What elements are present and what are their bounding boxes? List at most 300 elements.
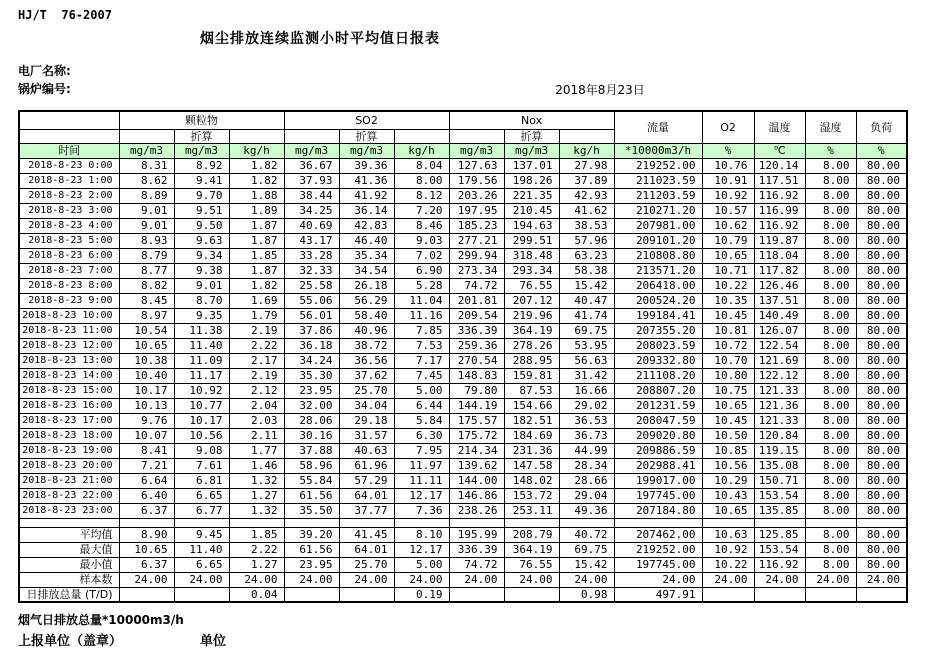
value-cell: 213571.20 — [614, 263, 702, 278]
time-cell: 2018-8-23 12:00 — [19, 338, 119, 353]
summary-value-cell: 23.95 — [284, 557, 339, 572]
time-cell: 2018-8-23 23:00 — [19, 503, 119, 518]
value-cell: 53.95 — [559, 338, 614, 353]
summary-value-cell: 80.00 — [856, 542, 907, 557]
value-cell: 76.55 — [504, 278, 559, 293]
value-cell: 9.08 — [174, 443, 229, 458]
table-row — [19, 368, 907, 383]
value-cell: 148.02 — [504, 473, 559, 488]
value-cell: 10.56 — [702, 458, 754, 473]
unit-cell: kg/h — [229, 143, 284, 158]
value-cell: 38.53 — [559, 218, 614, 233]
blank-cell — [284, 518, 339, 527]
summary-row — [19, 557, 907, 572]
value-cell: 10.56 — [174, 428, 229, 443]
value-cell: 197.95 — [449, 203, 504, 218]
value-cell: 8.89 — [119, 188, 174, 203]
value-cell: 238.26 — [449, 503, 504, 518]
flue-gas-total-label: 烟气日排放总量*10000m3/h — [18, 613, 184, 627]
value-cell: 7.02 — [394, 248, 449, 263]
summary-value-cell: 74.72 — [449, 557, 504, 572]
summary-value-cell: 24.00 — [614, 572, 702, 587]
blank-cell — [174, 518, 229, 527]
value-cell: 34.24 — [284, 353, 339, 368]
value-cell: 219.96 — [504, 308, 559, 323]
table-row — [19, 263, 907, 278]
value-cell: 121.33 — [754, 383, 805, 398]
value-cell: 2.12 — [229, 383, 284, 398]
value-cell: 207184.80 — [614, 503, 702, 518]
value-cell: 28.66 — [559, 473, 614, 488]
value-cell: 8.00 — [805, 368, 856, 383]
value-cell: 273.34 — [449, 263, 504, 278]
value-cell: 8.00 — [805, 278, 856, 293]
blank-cell — [19, 111, 119, 129]
value-cell: 259.36 — [449, 338, 504, 353]
value-cell: 46.40 — [339, 233, 394, 248]
value-cell: 1.27 — [229, 488, 284, 503]
blank-cell — [339, 518, 394, 527]
value-cell: 36.18 — [284, 338, 339, 353]
value-cell: 116.92 — [754, 188, 805, 203]
summary-value-cell: 5.00 — [394, 557, 449, 572]
value-cell: 9.63 — [174, 233, 229, 248]
value-cell: 80.00 — [856, 383, 907, 398]
summary-value-cell: 2.22 — [229, 542, 284, 557]
value-cell: 8.62 — [119, 173, 174, 188]
value-cell: 80.00 — [856, 188, 907, 203]
summary-value-cell: 24.00 — [805, 572, 856, 587]
value-cell: 7.45 — [394, 368, 449, 383]
value-cell: 6.30 — [394, 428, 449, 443]
summary-value-cell: 76.55 — [504, 557, 559, 572]
value-cell: 154.66 — [504, 398, 559, 413]
value-cell: 8.00 — [805, 428, 856, 443]
value-cell: 1.87 — [229, 263, 284, 278]
value-cell: 293.34 — [504, 263, 559, 278]
summary-value-cell: 8.00 — [805, 557, 856, 572]
table-row — [19, 233, 907, 248]
value-cell: 56.29 — [339, 293, 394, 308]
value-cell: 9.41 — [174, 173, 229, 188]
value-cell: 80.00 — [856, 263, 907, 278]
value-cell: 36.73 — [559, 428, 614, 443]
value-cell: 10.65 — [119, 338, 174, 353]
daily-total-value-cell — [284, 587, 339, 602]
value-cell: 7.21 — [119, 458, 174, 473]
value-cell: 10.40 — [119, 368, 174, 383]
value-cell: 8.00 — [805, 158, 856, 173]
table-row — [19, 443, 907, 458]
value-cell: 201231.59 — [614, 398, 702, 413]
time-cell: 2018-8-23 8:00 — [19, 278, 119, 293]
blank-cell — [504, 518, 559, 527]
time-cell: 2018-8-23 15:00 — [19, 383, 119, 398]
summary-value-cell: 125.85 — [754, 527, 805, 542]
table-row — [19, 293, 907, 308]
daily-total-value-cell: 0.04 — [229, 587, 284, 602]
value-cell: 37.89 — [559, 173, 614, 188]
value-cell: 8.00 — [805, 203, 856, 218]
value-cell: 209886.59 — [614, 443, 702, 458]
value-cell: 79.80 — [449, 383, 504, 398]
value-cell: 9.01 — [174, 278, 229, 293]
value-cell: 10.13 — [119, 398, 174, 413]
value-cell: 15.42 — [559, 278, 614, 293]
summary-value-cell: 153.54 — [754, 542, 805, 557]
value-cell: 40.69 — [284, 218, 339, 233]
time-cell: 2018-8-23 14:00 — [19, 368, 119, 383]
value-cell: 34.54 — [339, 263, 394, 278]
blank-cell — [754, 518, 805, 527]
value-cell: 28.34 — [559, 458, 614, 473]
value-cell: 1.46 — [229, 458, 284, 473]
value-cell: 2.19 — [229, 323, 284, 338]
value-cell: 8.00 — [805, 293, 856, 308]
table-row — [19, 488, 907, 503]
blank-cell — [614, 518, 702, 527]
value-cell: 219252.00 — [614, 158, 702, 173]
table-row — [19, 218, 907, 233]
value-cell: 9.03 — [394, 233, 449, 248]
value-cell: 37.86 — [284, 323, 339, 338]
table-row — [19, 383, 907, 398]
value-cell: 318.48 — [504, 248, 559, 263]
value-cell: 35.30 — [284, 368, 339, 383]
value-cell: 80.00 — [856, 368, 907, 383]
daily-total-value-cell: 0.98 — [559, 587, 614, 602]
value-cell: 140.49 — [754, 308, 805, 323]
blank-cell — [19, 129, 119, 143]
value-cell: 10.62 — [702, 218, 754, 233]
value-cell: 119.15 — [754, 443, 805, 458]
blank-cell — [229, 129, 284, 143]
value-cell: 12.17 — [394, 488, 449, 503]
value-cell: 44.99 — [559, 443, 614, 458]
value-cell: 9.51 — [174, 203, 229, 218]
value-cell: 31.42 — [559, 368, 614, 383]
value-cell: 203.26 — [449, 188, 504, 203]
value-cell: 117.51 — [754, 173, 805, 188]
value-cell: 28.06 — [284, 413, 339, 428]
value-cell: 8.00 — [805, 398, 856, 413]
value-cell: 209101.20 — [614, 233, 702, 248]
summary-value-cell: 24.00 — [504, 572, 559, 587]
value-cell: 1.32 — [229, 473, 284, 488]
table-row — [19, 458, 907, 473]
blank-cell — [119, 129, 174, 143]
summary-row — [19, 542, 907, 557]
value-cell: 1.32 — [229, 503, 284, 518]
time-cell: 2018-8-23 7:00 — [19, 263, 119, 278]
time-cell: 2018-8-23 20:00 — [19, 458, 119, 473]
daily-total-value-cell — [119, 587, 174, 602]
daily-total-value-cell — [339, 587, 394, 602]
value-cell: 2.17 — [229, 353, 284, 368]
value-cell: 39.36 — [339, 158, 394, 173]
table-row — [19, 428, 907, 443]
converted-label: 折算 — [504, 129, 559, 143]
table-row — [19, 173, 907, 188]
value-cell: 80.00 — [856, 428, 907, 443]
daily-total-value-cell — [174, 587, 229, 602]
value-cell: 49.36 — [559, 503, 614, 518]
col-group-pm: 颗粒物 — [119, 111, 284, 129]
value-cell: 32.33 — [284, 263, 339, 278]
value-cell: 10.81 — [702, 323, 754, 338]
value-cell: 8.00 — [805, 188, 856, 203]
blank-cell — [805, 518, 856, 527]
value-cell: 34.25 — [284, 203, 339, 218]
value-cell: 2.11 — [229, 428, 284, 443]
unit-cell: % — [805, 143, 856, 158]
summary-value-cell: 12.17 — [394, 542, 449, 557]
value-cell: 35.34 — [339, 248, 394, 263]
value-cell: 1.79 — [229, 308, 284, 323]
summary-value-cell: 24.00 — [119, 572, 174, 587]
summary-label: 最大值 — [19, 542, 119, 557]
value-cell: 144.00 — [449, 473, 504, 488]
value-cell: 25.58 — [284, 278, 339, 293]
value-cell: 299.94 — [449, 248, 504, 263]
value-cell: 56.01 — [284, 308, 339, 323]
value-cell: 8.77 — [119, 263, 174, 278]
value-cell: 8.79 — [119, 248, 174, 263]
report-date: 2018年8月23日 — [555, 83, 645, 97]
value-cell: 11.11 — [394, 473, 449, 488]
value-cell: 32.00 — [284, 398, 339, 413]
value-cell: 41.36 — [339, 173, 394, 188]
value-cell: 8.00 — [805, 173, 856, 188]
summary-value-cell: 25.70 — [339, 557, 394, 572]
col-load: 负荷 — [856, 111, 907, 143]
col-group-nox: Nox — [449, 111, 614, 129]
value-cell: 41.62 — [559, 203, 614, 218]
blank-cell — [284, 129, 339, 143]
value-cell: 209.54 — [449, 308, 504, 323]
value-cell: 144.19 — [449, 398, 504, 413]
value-cell: 36.56 — [339, 353, 394, 368]
report-table — [18, 110, 908, 603]
unit-cell: *10000m3/h — [614, 143, 702, 158]
value-cell: 55.06 — [284, 293, 339, 308]
value-cell: 10.17 — [174, 413, 229, 428]
unit-cell: mg/m3 — [174, 143, 229, 158]
value-cell: 8.00 — [805, 383, 856, 398]
unit-cell: kg/h — [394, 143, 449, 158]
value-cell: 5.84 — [394, 413, 449, 428]
summary-row — [19, 572, 907, 587]
value-cell: 63.23 — [559, 248, 614, 263]
summary-value-cell: 80.00 — [856, 527, 907, 542]
value-cell: 10.45 — [702, 413, 754, 428]
value-cell: 7.17 — [394, 353, 449, 368]
value-cell: 137.01 — [504, 158, 559, 173]
value-cell: 8.70 — [174, 293, 229, 308]
value-cell: 197745.00 — [614, 488, 702, 503]
summary-value-cell: 24.00 — [339, 572, 394, 587]
value-cell: 7.53 — [394, 338, 449, 353]
summary-value-cell: 24.00 — [856, 572, 907, 587]
time-cell: 2018-8-23 0:00 — [19, 158, 119, 173]
summary-value-cell: 80.00 — [856, 557, 907, 572]
value-cell: 150.71 — [754, 473, 805, 488]
col-flow: 流量 — [614, 111, 702, 143]
value-cell: 211108.20 — [614, 368, 702, 383]
value-cell: 10.65 — [702, 503, 754, 518]
value-cell: 36.67 — [284, 158, 339, 173]
converted-label: 折算 — [339, 129, 394, 143]
value-cell: 277.21 — [449, 233, 504, 248]
value-cell: 364.19 — [504, 323, 559, 338]
value-cell: 80.00 — [856, 233, 907, 248]
value-cell: 42.93 — [559, 188, 614, 203]
summary-value-cell: 10.65 — [119, 542, 174, 557]
value-cell: 61.56 — [284, 488, 339, 503]
value-cell: 11.16 — [394, 308, 449, 323]
value-cell: 80.00 — [856, 293, 907, 308]
value-cell: 80.00 — [856, 218, 907, 233]
summary-value-cell: 1.85 — [229, 527, 284, 542]
value-cell: 8.12 — [394, 188, 449, 203]
value-cell: 8.00 — [805, 488, 856, 503]
value-cell: 11.40 — [174, 338, 229, 353]
value-cell: 8.00 — [805, 233, 856, 248]
value-cell: 10.79 — [702, 233, 754, 248]
table-row — [19, 398, 907, 413]
table-row — [19, 158, 907, 173]
blank-cell — [119, 518, 174, 527]
time-cell: 2018-8-23 10:00 — [19, 308, 119, 323]
value-cell: 175.57 — [449, 413, 504, 428]
value-cell: 121.33 — [754, 413, 805, 428]
value-cell: 127.63 — [449, 158, 504, 173]
summary-value-cell: 208.79 — [504, 527, 559, 542]
value-cell: 208047.59 — [614, 413, 702, 428]
value-cell: 120.84 — [754, 428, 805, 443]
value-cell: 6.37 — [119, 503, 174, 518]
summary-value-cell: 69.75 — [559, 542, 614, 557]
value-cell: 10.65 — [702, 248, 754, 263]
value-cell: 10.65 — [702, 398, 754, 413]
value-cell: 209020.80 — [614, 428, 702, 443]
value-cell: 8.00 — [805, 338, 856, 353]
value-cell: 80.00 — [856, 203, 907, 218]
value-cell: 199184.41 — [614, 308, 702, 323]
value-cell: 10.57 — [702, 203, 754, 218]
value-cell: 10.72 — [702, 338, 754, 353]
col-o2: O2 — [702, 111, 754, 143]
value-cell: 8.04 — [394, 158, 449, 173]
value-cell: 126.07 — [754, 323, 805, 338]
value-cell: 80.00 — [856, 308, 907, 323]
summary-value-cell: 9.45 — [174, 527, 229, 542]
unit-label: 单位 — [200, 634, 227, 649]
value-cell: 147.58 — [504, 458, 559, 473]
value-cell: 10.76 — [702, 158, 754, 173]
value-cell: 7.20 — [394, 203, 449, 218]
value-cell: 38.72 — [339, 338, 394, 353]
value-cell: 11.38 — [174, 323, 229, 338]
summary-value-cell: 364.19 — [504, 542, 559, 557]
value-cell: 37.93 — [284, 173, 339, 188]
value-cell: 58.40 — [339, 308, 394, 323]
value-cell: 10.77 — [174, 398, 229, 413]
value-cell: 8.45 — [119, 293, 174, 308]
value-cell: 202988.41 — [614, 458, 702, 473]
value-cell: 148.83 — [449, 368, 504, 383]
time-cell: 2018-8-23 16:00 — [19, 398, 119, 413]
value-cell: 80.00 — [856, 458, 907, 473]
value-cell: 122.54 — [754, 338, 805, 353]
time-cell: 2018-8-23 21:00 — [19, 473, 119, 488]
daily-total-value-cell — [805, 587, 856, 602]
value-cell: 208807.20 — [614, 383, 702, 398]
value-cell: 8.46 — [394, 218, 449, 233]
time-cell: 2018-8-23 18:00 — [19, 428, 119, 443]
value-cell: 36.14 — [339, 203, 394, 218]
value-cell: 8.92 — [174, 158, 229, 173]
summary-value-cell: 8.10 — [394, 527, 449, 542]
value-cell: 116.99 — [754, 203, 805, 218]
table-row — [19, 308, 907, 323]
value-cell: 10.71 — [702, 263, 754, 278]
unit-cell: mg/m3 — [284, 143, 339, 158]
summary-value-cell: 24.00 — [702, 572, 754, 587]
value-cell: 8.00 — [805, 413, 856, 428]
value-cell: 26.18 — [339, 278, 394, 293]
value-cell: 27.98 — [559, 158, 614, 173]
value-cell: 253.11 — [504, 503, 559, 518]
summary-value-cell: 11.40 — [174, 542, 229, 557]
value-cell: 200524.20 — [614, 293, 702, 308]
value-cell: 210808.80 — [614, 248, 702, 263]
value-cell: 16.66 — [559, 383, 614, 398]
time-cell: 2018-8-23 4:00 — [19, 218, 119, 233]
value-cell: 10.38 — [119, 353, 174, 368]
value-cell: 10.35 — [702, 293, 754, 308]
summary-value-cell: 10.92 — [702, 542, 754, 557]
value-cell: 7.95 — [394, 443, 449, 458]
unit-cell: kg/h — [559, 143, 614, 158]
value-cell: 209332.80 — [614, 353, 702, 368]
value-cell: 40.96 — [339, 323, 394, 338]
summary-value-cell: 15.42 — [559, 557, 614, 572]
daily-total-row — [19, 587, 907, 602]
time-cell: 2018-8-23 13:00 — [19, 353, 119, 368]
value-cell: 6.40 — [119, 488, 174, 503]
table-row — [19, 338, 907, 353]
value-cell: 1.89 — [229, 203, 284, 218]
value-cell: 8.00 — [805, 263, 856, 278]
daily-total-label: 日排放总量 (T/D) — [19, 587, 119, 602]
summary-label: 样本数 — [19, 572, 119, 587]
summary-value-cell: 8.90 — [119, 527, 174, 542]
value-cell: 74.72 — [449, 278, 504, 293]
blank-cell — [856, 518, 907, 527]
daily-total-value-cell — [702, 587, 754, 602]
value-cell: 80.00 — [856, 158, 907, 173]
value-cell: 37.62 — [339, 368, 394, 383]
value-cell: 10.50 — [702, 428, 754, 443]
value-cell: 29.18 — [339, 413, 394, 428]
value-cell: 9.35 — [174, 308, 229, 323]
value-cell: 1.82 — [229, 173, 284, 188]
value-cell: 10.91 — [702, 173, 754, 188]
value-cell: 146.86 — [449, 488, 504, 503]
time-cell: 2018-8-23 9:00 — [19, 293, 119, 308]
value-cell: 9.34 — [174, 248, 229, 263]
